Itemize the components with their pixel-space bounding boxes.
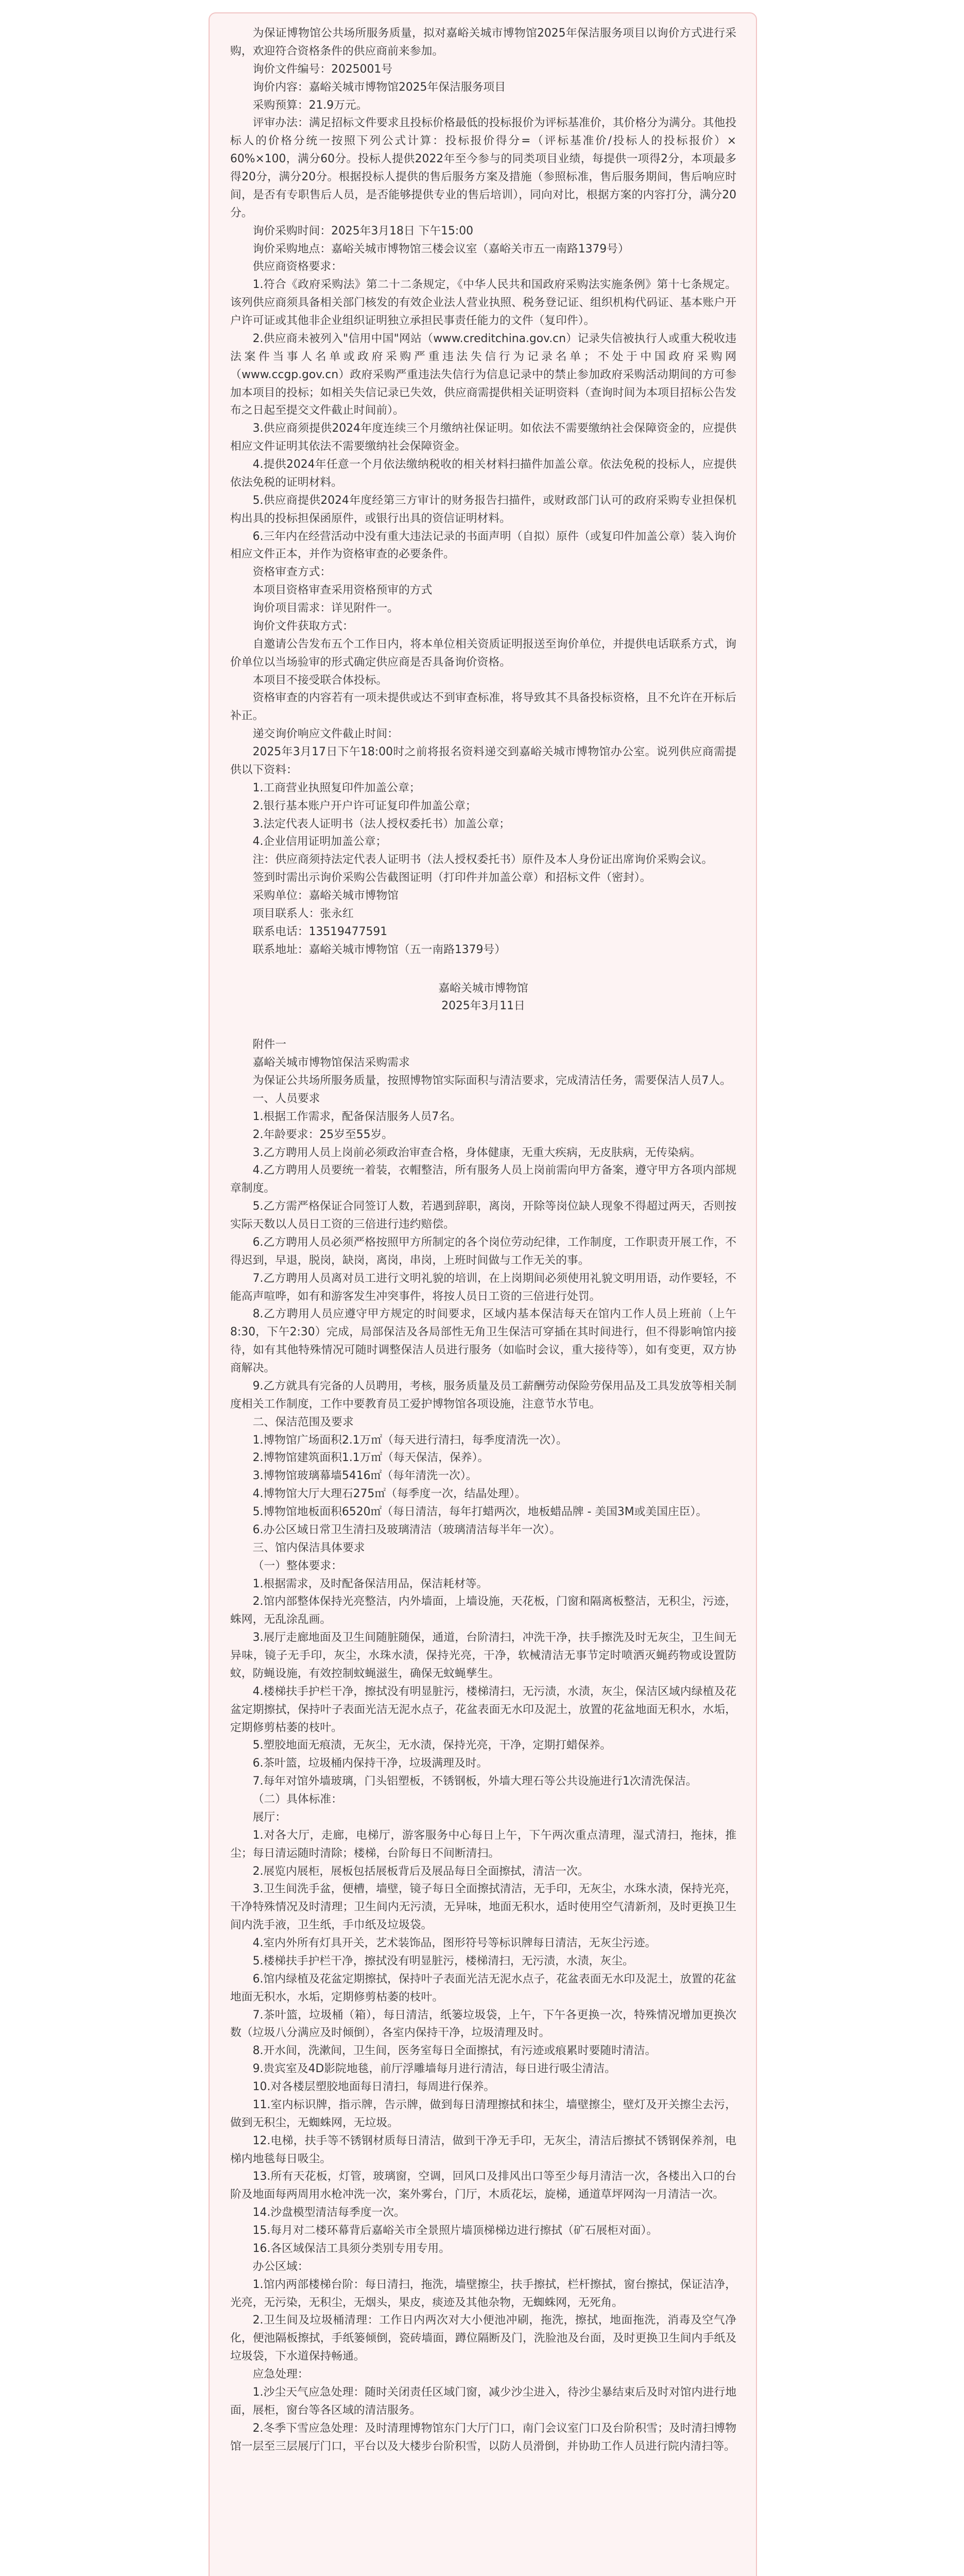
annex-paragraph: 6.馆内绿植及花盆定期擦拭，保持叶子表面光洁无泥水点子，花盆表面无水印及泥土，放置的花盆地面无积水，水垢，定期修剪枯萎的枝叶。 bbox=[230, 1972, 736, 2004]
annex-paragraph: 嘉峪关城市博物馆保洁采购需求 bbox=[252, 1056, 410, 1070]
annex-paragraph: 8.开水间，洗漱间，卫生间，医务室每日全面擦拭，有污迹或痕累时要随时清洁。 bbox=[252, 2044, 657, 2058]
announcement-section bbox=[230, 25, 736, 959]
paragraph: 采购预算：21.9万元。 bbox=[252, 98, 368, 112]
paragraph: 资格审查的内容若有一项未提供或达不到审查标准，将导致其不具备投标资格，且不允许在开标后补正。 bbox=[230, 691, 736, 723]
annex-paragraph: 7.茶叶篮，垃圾桶（箱），每日清洁，纸篓垃圾袋，上午，下午各更换一次，特殊情况增加更换次数（垃圾八分满应及时倾倒），各室内保持干净，垃圾清理及时。 bbox=[230, 2008, 736, 2040]
annex-paragraph: 12.电梯，扶手等不锈钢材质每日清洁，做到干净无手印，无灰尘，清洁后擦拭不锈钢保养剂，电梯内地毯每日吸尘。 bbox=[230, 2134, 736, 2165]
annex-paragraph: 15.每月对二楼环幕背后嘉峪关市全景照片墙顶梯梯边进行擦拭（矿石展柜对面）。 bbox=[252, 2224, 658, 2237]
annex-paragraph: 7.乙方聘用人员离对员工进行文明礼貌的培训，在上岗期间必须使用礼貌文明用语，动作要轻，不能高声喧哗，如有和游客发生冲突事件，将按人员日工资的三倍进行处罚。 bbox=[230, 1272, 736, 1303]
paragraph: 3.供应商须提供2024年度连续三个月缴纳社保证明。如依法不需要缴纳社会保障资金的，应提供相应文件证明其依法不需要缴纳社会保障资金。 bbox=[230, 422, 736, 453]
annex-paragraph: 4.楼梯扶手护栏干净，擦拭没有明显脏污，楼梯清扫，无污渍，水渍，灰尘，保洁区域内绿植及花盆定期擦拭，保持叶子表面光洁无泥水点子，花盆表面无水印及泥土，放置的花盆地面无积水，水垢，定期修剪枯萎的枝叶。 bbox=[230, 1685, 736, 1734]
annex-paragraph: 2.馆内部整体保持光亮整洁，内外墙面，上墙设施，天花板，门窗和隔离板整洁，无积尘，污迹，蛛网，无乱涂乱画。 bbox=[230, 1595, 736, 1626]
annex-paragraph: 9.贵宾室及4D影院地毯，前厅浮雕墙每月进行清洁，每日进行吸尘清洁。 bbox=[252, 2062, 616, 2076]
paragraph: 供应商资格要求： bbox=[252, 260, 342, 274]
annex-paragraph: 10.对各楼层塑胶地面每日清扫，每周进行保养。 bbox=[252, 2080, 495, 2093]
annex-paragraph: 一、人员要求 bbox=[252, 1092, 320, 1105]
signature-org: 嘉峪关城市博物馆 bbox=[438, 981, 528, 995]
annex-paragraph: 3.卫生间洗手盆，便槽，墙壁，镜子每日全面擦拭清洁，无手印，无灰尘，水珠水渍，保持光亮，干净特殊情况及时清理；卫生间内无污渍，无异味，地面无积水，适时使用空气清新剂，及时更换卫生间内洗手液，卫生纸，手巾纸及垃圾袋。 bbox=[230, 1883, 736, 1932]
annex-paragraph: 6.办公区域日常卫生清扫及玻璃清洁（玻璃清洁每半年一次）。 bbox=[252, 1523, 561, 1536]
annex-paragraph: 4.室内外所有灯具开关，艺术装饰品，图形符号等标识牌每日清洁，无灰尘污迹。 bbox=[252, 1937, 657, 1950]
annex-paragraph: 为保证公共场所服务质量，按照博物馆实际面积与清洁要求，完成清洁任务，需要保洁人员7人。 bbox=[252, 1074, 731, 1087]
annex-paragraph: 1.对各大厅，走廊，电梯厅，游客服务中心每日上午，下午两次重点清理，湿式清扫，拖抹，推尘；每日清运随时清除；楼梯，台阶每日不间断清扫。 bbox=[230, 1828, 736, 1860]
annex-paragraph: 7.每年对馆外墙玻璃，门头铝塑板，不锈钢板，外墙大理石等公共设施进行1次清洗保洁。 bbox=[252, 1775, 697, 1788]
annex-paragraph: 13.所有天花板，灯管，玻璃窗，空调，回风口及排风出口等至少每月清洁一次，各楼出入口的台阶及地面每两周用水枪冲洗一次，案外雾台，门厅，木质花坛，旋梯，通道草坪网沟一月清洁一次。 bbox=[230, 2170, 736, 2201]
paragraph: 4.企业信用证明加盖公章； bbox=[252, 835, 387, 849]
paragraph: 询价采购时间：2025年3月18日 下午15:00 bbox=[252, 224, 473, 238]
paragraph: 本项目资格审查采用资格预审的方式 bbox=[252, 584, 433, 597]
annex-paragraph: 5.塑胶地面无痕渍，无灰尘，无水渍，保持光亮，干净，定期打蜡保养。 bbox=[252, 1739, 612, 1752]
section-gap bbox=[230, 1015, 736, 1036]
annex-paragraph: 2.年龄要求：25岁至55岁。 bbox=[252, 1128, 393, 1141]
annex-paragraph: 2.冬季下雪应急处理：及时清理博物馆东门大厅门口，南门会议室门口及台阶积雪；及时清扫博物馆一层至三层展厅门口，平台以及大楼步台阶积雪，以防人员滑倒，并协助工作人员进行院内清扫等。 bbox=[230, 2421, 736, 2453]
annex-paragraph: 1.沙尘天气应急处理：随时关闭责任区域门窗，减少沙尘进入，待沙尘暴结束后及时对馆内进行地面，展柜，窗台等各区域的清洁服务。 bbox=[230, 2385, 736, 2417]
annex-paragraph: 三、馆内保洁具体要求 bbox=[252, 1541, 365, 1554]
paragraph: 询价文件编号：2025001号 bbox=[252, 62, 393, 76]
paragraph: 2.供应商未被列入"信用中国"网站（www.creditchina.gov.cn）记录失信被执行人或重大税收违法案件当事人名单或政府采购严重违法失信行为记录名单；不处于中国政府采购网（www.ccgp.gov.cn）政府采购严重违法失信行为信息记录中的禁止参加政府采购活动期间的方可参加本项目的投标；如相关失信记录已失效，供应商需提供相关证明资料（查询时间为本项目招标公告发布之日起至提交文件截止时间前）。 bbox=[230, 332, 736, 417]
paragraph: 1.工商营业执照复印件加盖公章； bbox=[252, 781, 421, 794]
paragraph: 询价内容：嘉峪关城市博物馆2025年保洁服务项目 bbox=[252, 80, 506, 94]
annex-paragraph: 11.室内标识牌，指示牌，告示牌，做到每日清理擦拭和抹尘，墙壁擦尘，壁灯及开关擦尘去污，做到无积尘，无蜘蛛网，无垃圾。 bbox=[230, 2098, 736, 2129]
paragraph: 本项目不接受联合体投标。 bbox=[252, 673, 388, 687]
annex-paragraph: 办公区域： bbox=[252, 2260, 309, 2273]
annex-paragraph: 5.博物馆地板面积6520㎡（每日清洁，每年打蜡两次，地板蜡品牌 - 美国3M或美国庄臣）。 bbox=[252, 1505, 708, 1518]
annex-paragraph: 1.根据工作需求，配备保洁服务人员7名。 bbox=[252, 1110, 461, 1123]
annex-paragraph: 1.根据需求，及时配备保洁用品，保洁耗材等。 bbox=[252, 1577, 488, 1590]
annex-paragraph: 9.乙方就具有完备的人员聘用，考核，服务质量及员工薪酬劳动保险劳保用品及工具发放等相关制度相关工作制度，工作中要教育员工爱护博物馆各项设施，注意节水节电。 bbox=[230, 1379, 736, 1411]
annex-paragraph: （一）整体要求： bbox=[252, 1559, 342, 1572]
paragraph: 1.符合《政府采购法》第二十二条规定，《中华人民共和国政府采购法实施条例》第十七条规定。该列供应商须具备相关部门核发的有效企业法人营业执照、税务登记证、组织机构代码证、基本账户开户许可证或其他非企业组织证明独立承担民事责任能力的文件（复印件）。 bbox=[230, 278, 736, 327]
annex-paragraph: 16.各区域保洁工具须分类别专用专用。 bbox=[252, 2242, 451, 2255]
annex-paragraph: 8.乙方聘用人员应遵守甲方规定的时间要求，区域内基本保洁每天在馆内工作人员上班前（上午8:30，下午2:30）完成，局部保洁及各局部性无角卫生保洁可穿插在其时间进行，但不得影响馆内接待，如有其他特殊情况可随时调整保洁人员进行服务（如临时会议，重大接待等），如有变更，双方协商解决。 bbox=[230, 1308, 736, 1375]
annex-paragraph: 2.博物馆建筑面积1.1万㎡（每天保洁，保养）。 bbox=[252, 1451, 489, 1465]
paragraph: 2.银行基本账户开户许可证复印件加盖公章； bbox=[252, 799, 477, 812]
paragraph: 4.提供2024年任意一个月依法缴纳税收的相关材料扫描件加盖公章。依法免税的投标人，应提供依法免税的证明材料。 bbox=[230, 458, 736, 489]
paragraph: 注：供应商须持法定代表人证明书（法人授权委托书）原件及本人身份证出席询价采购会议。 bbox=[252, 853, 713, 867]
annex-paragraph: 附件一 bbox=[252, 1038, 286, 1052]
paragraph: 项目联系人：张永红 bbox=[252, 907, 354, 920]
paragraph: 资格审查方式： bbox=[252, 566, 332, 579]
annex-paragraph: 1.博物馆广场面积2.1万㎡（每天进行清扫，每季度清洗一次）。 bbox=[252, 1433, 567, 1447]
annex-paragraph: 4.博物馆大厅大理石275㎡（每季度一次，结晶处理）。 bbox=[252, 1487, 526, 1501]
annex-paragraph: 2.展览内展柜，展板包括展板背后及展品每日全面擦拭，清洁一次。 bbox=[252, 1865, 589, 1878]
paragraph: 3.法定代表人证明书（法人授权委托书）加盖公章； bbox=[252, 817, 510, 831]
annex-paragraph: 3.博物馆玻璃幕墙5416㎡（每年清洗一次）。 bbox=[252, 1469, 477, 1483]
paragraph: 为保证博物馆公共场所服务质量，拟对嘉峪关城市博物馆2025年保洁服务项目以询价方式进行采购，欢迎符合资格条件的供应商前来参加。 bbox=[230, 27, 736, 58]
annex-paragraph: 4.乙方聘用人员要统一着装，衣帽整洁，所有服务人员上岗前需向甲方备案，遵守甲方各项内部规章制度。 bbox=[230, 1164, 736, 1195]
paragraph: 询价采购地点：嘉峪关城市博物馆三楼会议室（嘉峪关市五一南路1379号） bbox=[252, 242, 629, 256]
paragraph: 联系电话：13519477591 bbox=[252, 925, 388, 938]
annex-paragraph: 展厅： bbox=[252, 1810, 286, 1824]
signature-date: 2025年3月11日 bbox=[441, 999, 525, 1013]
annex-paragraph: 3.乙方聘用人员上岗前必须政治审查合格，身体健康，无重大疾病，无皮肤病，无传染病。 bbox=[252, 1146, 701, 1159]
paragraph: 采购单位：嘉峪关城市博物馆 bbox=[252, 889, 399, 902]
annex-paragraph: 1.馆内两部楼梯台阶：每日清扫，拖洗，墙壁擦尘，扶手擦拭，栏杆擦拭，窗台擦拭，保证洁净，光亮，无污染，无积尘，无烟头，果皮，痰迹及其他杂物，无蜘蛛网，无死角。 bbox=[230, 2278, 736, 2309]
paragraph: 签到时需出示询价采购公告截图证明（打印件并加盖公章）和招标文件（密封）。 bbox=[252, 871, 651, 885]
annex-section bbox=[230, 1036, 736, 2455]
annex-paragraph: 14.沙盘模型清洁每季度一次。 bbox=[252, 2206, 405, 2219]
paragraph: 评审办法：满足招标文件要求且投标价格最低的投标报价为评标基准价，其价格分为满分。其他投标人的价格分统一按照下列公式计算：投标报价得分=（评标基准价/投标人的投标报价）× 60%×100，满分60分。投标人提供2022年至今参与的同类项目业绩，每提供一项得2分，本项最多得20分，满分20分。根据投标人提供的售后服务方案及措施（参照标准，售后服务期间，售后响应时间，是否有专职售后人员，是否能够提供专业的售后培训），同向对比，根据方案的内容打分，满分20分。 bbox=[230, 116, 736, 219]
article-card bbox=[209, 12, 757, 2576]
annex-paragraph: 2.卫生间及垃圾桶清理：工作日内两次对大小便池冲刷，拖洗，擦拭，地面拖洗，消毒及空气净化，便池隔板擦拭，手纸篓倾倒，瓷砖墙面，蹲位隔断及门，洗脸池及台面，及时更换卫生间内手纸及垃圾袋，下水道保持畅通。 bbox=[230, 2314, 736, 2363]
paragraph: 自邀请公告发布五个工作日内，将本单位相关资质证明报送至询价单位，并提供电话联系方式，询价单位以当场验审的形式确定供应商是否具备询价资格。 bbox=[230, 637, 736, 669]
paragraph: 6.三年内在经营活动中没有重大违法记录的书面声明（自拟）原件（或复印件加盖公章）装入询价相应文件正本，并作为资格审查的必要条件。 bbox=[230, 530, 736, 561]
paragraph: 询价项目需求：详见附件一。 bbox=[252, 602, 399, 615]
paragraph: 联系地址：嘉峪关城市博物馆（五一南路1379号） bbox=[252, 943, 506, 956]
paragraph: 5.供应商提供2024年度经第三方审计的财务报告扫描件，或财政部门认可的政府采购专业担保机构出具的投标担保函原件，或银行出具的资信证明材料。 bbox=[230, 494, 736, 525]
section-gap bbox=[230, 959, 736, 980]
annex-paragraph: 6.乙方聘用人员必须严格按照甲方所制定的各个岗位劳动纪律，工作制度，工作职责开展工作，不得迟到，早退，脱岗，缺岗，离岗，串岗，上班时间做与工作无关的事。 bbox=[230, 1235, 736, 1267]
annex-paragraph: （二）具体标准： bbox=[252, 1793, 342, 1806]
annex-paragraph: 6.茶叶篮，垃圾桶内保持干净，垃圾满理及时。 bbox=[252, 1757, 488, 1770]
annex-paragraph: 应急处理： bbox=[252, 2368, 309, 2381]
paragraph: 2025年3月17日下午18:00时之前将报名资料递交到嘉峪关城市博物馆办公室。说列供应商需提供以下资料： bbox=[230, 745, 736, 776]
annex-paragraph: 5.楼梯扶手护栏干净，擦拭没有明显脏污，楼梯清扫，无污渍，水渍，灰尘。 bbox=[252, 1954, 634, 1968]
paragraph: 递交询价响应文件截止时间： bbox=[252, 727, 399, 741]
paragraph: 询价文件获取方式： bbox=[252, 619, 354, 633]
annex-paragraph: 二、保洁范围及要求 bbox=[252, 1415, 354, 1429]
annex-paragraph: 3.展厅走廊地面及卫生间随脏随保，通道，台阶清扫，冲洗干净，扶手擦洗及时无灰尘，卫生间无异味，镜子无手印，灰尘，水珠水渍，保持光亮，干净，软械清洁无事节定时喷洒灭蝇药物或设置防蚊，防蝇设施，有效控制蚊蝇滋生，确保无蚊蝇孳生。 bbox=[230, 1631, 736, 1680]
annex-paragraph: 5.乙方需严格保证合同签订人数，若遇到辞职，离岗，开除等岗位缺人现象不得超过两天，否则按实际天数以人员日工资的三倍进行违约赔偿。 bbox=[230, 1200, 736, 1231]
